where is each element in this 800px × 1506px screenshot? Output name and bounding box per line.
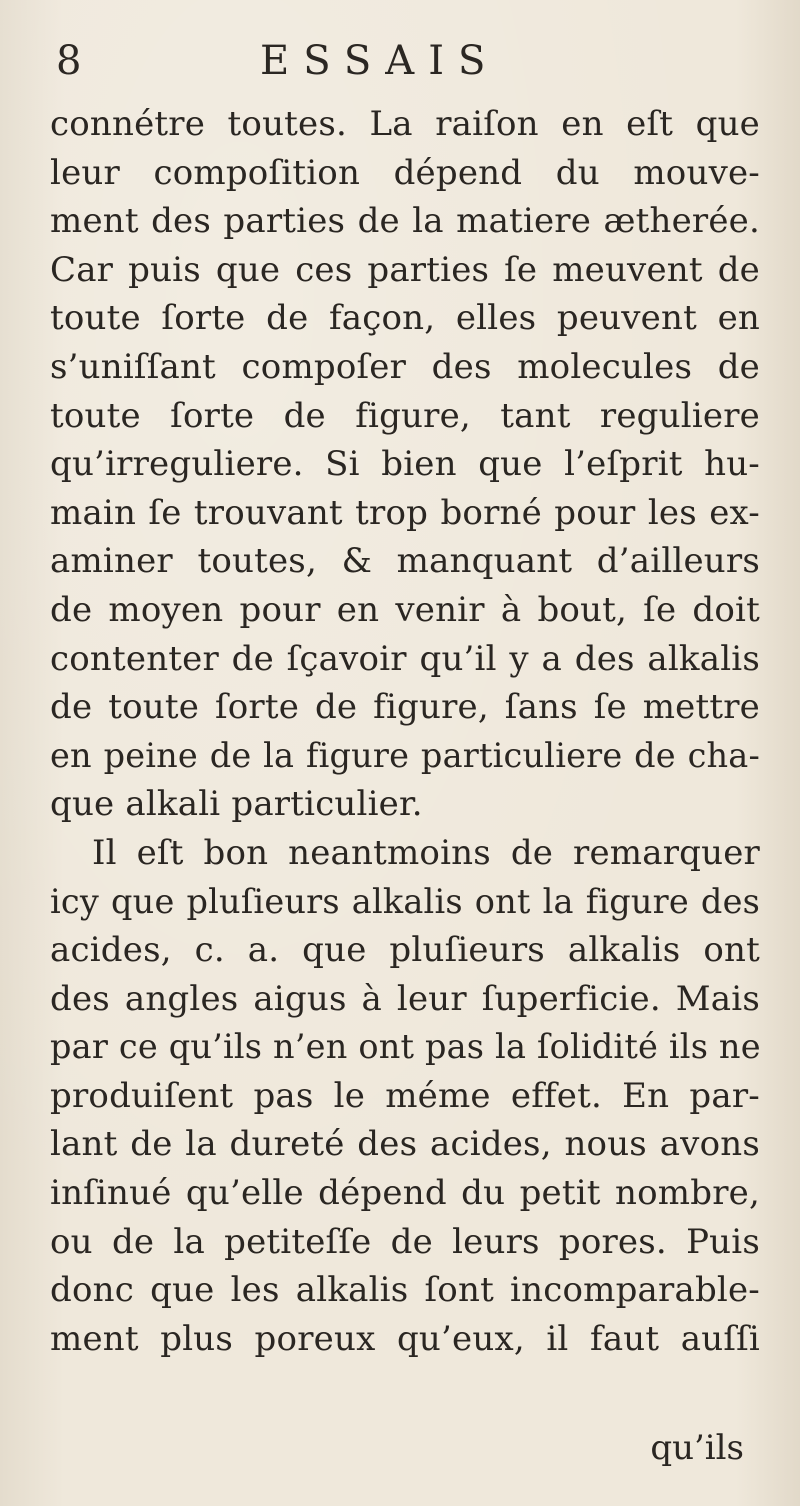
text-line: produiſent pas le méme effet. En par- [50,1075,760,1116]
text-line: acides, c. a. que pluſieurs alkalis ont [50,930,760,971]
catchword: qu’ils [650,1428,744,1468]
text-line: de moyen pour en venir à bout, ſe doit [50,589,760,630]
text-body [50,100,760,1363]
text-line: de toute ſorte de figure, ſans ſe mettre [50,687,760,728]
text-line: contenter de ſçavoir qu’il y a des alkalis [50,638,760,679]
text-line: main ſe trouvant trop borné pour les ex- [50,492,760,533]
text-line: leur compoſition dépend du mouve- [50,152,760,193]
text-line: toute ſorte de façon, elles peuvent en [50,298,760,339]
text-line: aminer toutes, & manquant d’ailleurs [50,541,760,582]
page-header [50,28,750,88]
text-line: icy que pluſieurs alkalis ont la figure des [50,881,760,921]
page-number: 8 [56,38,82,84]
text-line-paragraph-end: que alkali particulier. [50,784,423,825]
text-line: qu’irreguliere. Si bien que l’eſprit hu- [50,444,760,485]
text-line: des angles aigus à leur ſuperficie. Mais [50,978,760,1019]
text-line: par ce qu’ils n’en ont pas la ſolidité ils ne [50,1027,761,1067]
text-line: ou de la petiteſſe de leurs pores. Puis [50,1221,760,1262]
text-line: connétre toutes. La raiſon en eſt que [50,104,760,144]
text-line: Car puis que ces parties ſe meuvent de [50,249,760,290]
text-line: toute ſorte de figure, tant reguliere [50,395,760,436]
text-line: donc que les alkalis ſont incomparable- [50,1270,760,1311]
text-line: lant de la dureté des acides, nous avons [50,1124,760,1165]
text-line: ment plus poreux qu’eux, il faut auſſi [50,1318,760,1359]
text-line: inſinué qu’elle dépend du petit nombre, [50,1173,760,1214]
text-line-paragraph-start: Il eſt bon neantmoins de remarquer [92,832,760,873]
text-line: ment des parties de la matiere ætherée. [50,201,760,242]
text-line: en peine de la figure particuliere de cha- [50,735,760,775]
running-head: ESSAIS [260,38,500,84]
text-line: s’uniſſant compoſer des molecules de [50,346,760,387]
